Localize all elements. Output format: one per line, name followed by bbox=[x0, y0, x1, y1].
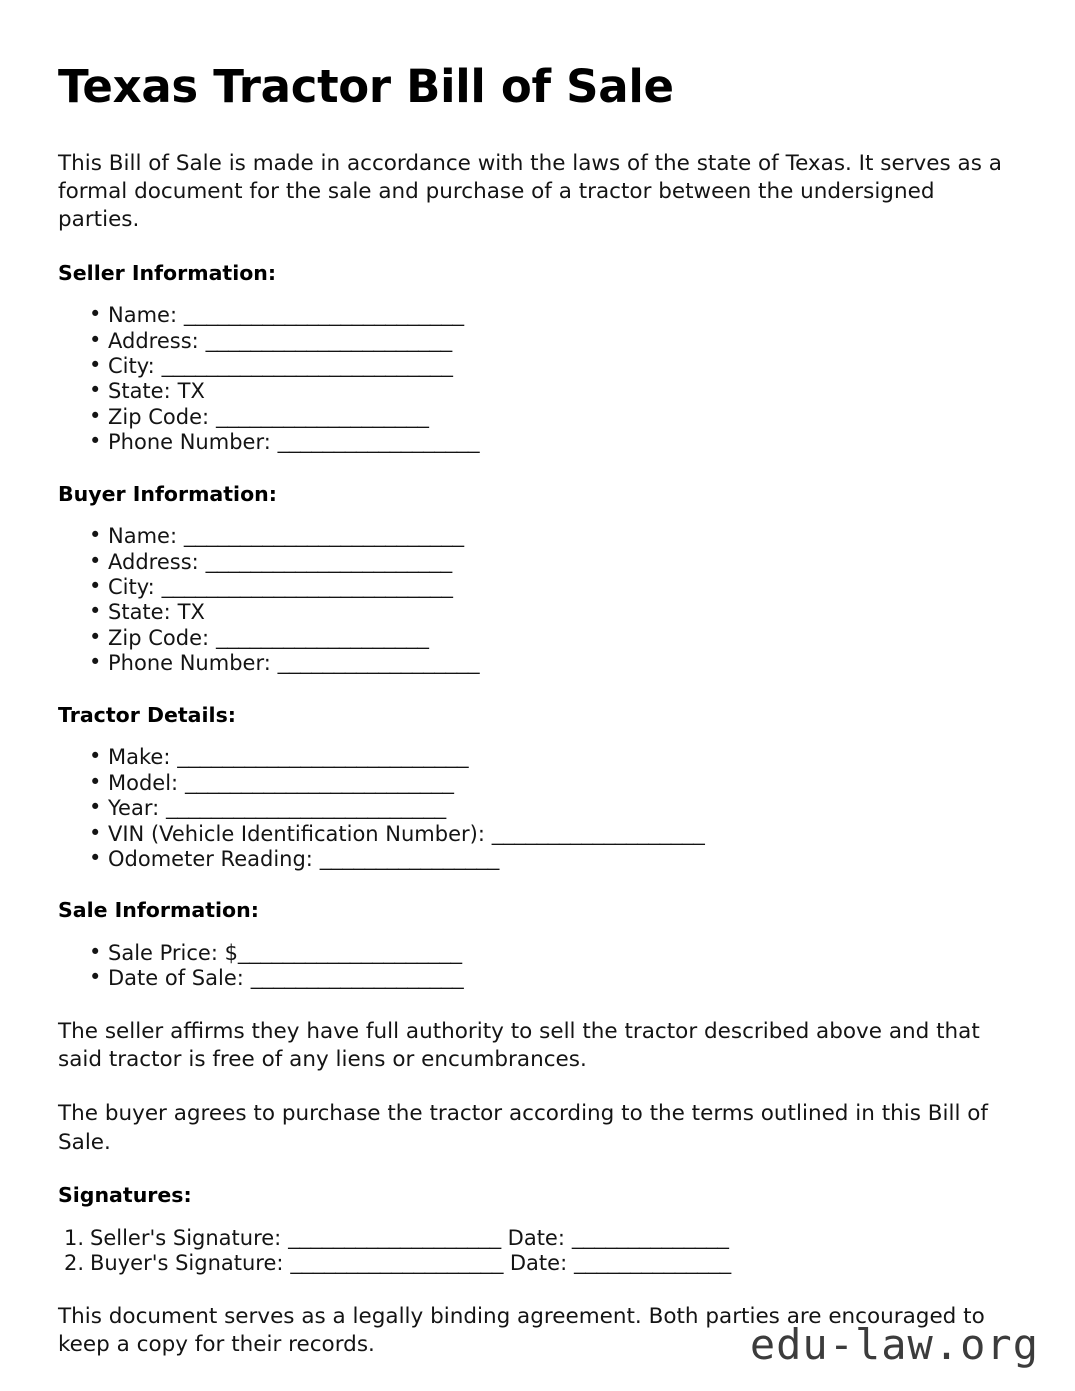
signatures-list bbox=[58, 1226, 1039, 1277]
field-blank[interactable]: ___________________ bbox=[216, 405, 429, 429]
field-blank[interactable]: __________________________ bbox=[161, 576, 453, 600]
sale-information-field-list bbox=[58, 941, 1039, 992]
seller-information-field-list bbox=[58, 303, 1039, 455]
field-buyer-state bbox=[108, 600, 1039, 625]
field-blank[interactable]: _________________________ bbox=[184, 525, 464, 549]
signatures-heading: Signatures: bbox=[58, 1183, 192, 1208]
field-buyer-address bbox=[108, 550, 1039, 575]
field-buyer-phone-number bbox=[108, 651, 1039, 676]
signature-blank[interactable]: ___________________ bbox=[288, 1226, 501, 1250]
date-blank[interactable]: ______________ bbox=[571, 1226, 729, 1250]
signature-label: Buyer's Signature: bbox=[90, 1251, 284, 1276]
field-seller-zip-code bbox=[108, 405, 1039, 430]
field-label: Year: bbox=[108, 796, 160, 821]
field-label: Name: bbox=[108, 303, 178, 328]
signature-row-buyer bbox=[90, 1251, 1039, 1277]
field-buyer-city bbox=[108, 575, 1039, 600]
field-tractor-odometer-reading bbox=[108, 847, 1039, 872]
field-tractor-make bbox=[108, 745, 1039, 770]
field-label: Address: bbox=[108, 549, 199, 574]
date-blank[interactable]: ______________ bbox=[574, 1252, 731, 1276]
field-label: Zip Code: bbox=[108, 625, 210, 650]
sale-information-heading: Sale Information: bbox=[58, 898, 259, 923]
field-blank[interactable]: _________________________ bbox=[184, 304, 464, 328]
field-label: Phone Number: bbox=[108, 651, 271, 676]
closing-paragraph: This document serves as a legally binding agreement. Both parties are encouraged to keep a copy for their records. bbox=[58, 1304, 985, 1358]
field-label: Phone Number: bbox=[108, 430, 271, 455]
field-blank[interactable]: _________________________ bbox=[166, 797, 446, 821]
field-seller-city bbox=[108, 354, 1039, 379]
intro-paragraph: This Bill of Sale is made in accordance with the laws of the state of Texas. It serves as a formal document for the sale and purchase of a tractor between the undersigned parties. bbox=[58, 150, 1002, 233]
buyer-information-field-list bbox=[58, 524, 1039, 676]
field-value: TX bbox=[177, 379, 205, 404]
field-seller-state bbox=[108, 379, 1039, 404]
field-tractor-vin bbox=[108, 822, 1039, 847]
field-blank[interactable]: ___________________ bbox=[216, 626, 429, 650]
buyer-information-heading: Buyer Information: bbox=[58, 481, 277, 506]
field-label: City: bbox=[108, 575, 155, 600]
field-date-of-sale bbox=[108, 966, 1039, 991]
field-label: VIN (Vehicle Identification Number): bbox=[108, 821, 485, 846]
field-blank[interactable]: __________________________ bbox=[177, 746, 469, 770]
field-label: Zip Code: bbox=[108, 404, 210, 429]
field-label: Make: bbox=[108, 745, 171, 770]
affirmation-paragraph: The seller affirms they have full authority to sell the tractor described above and that said tractor is free of any liens or encumbrances. bbox=[58, 1018, 980, 1073]
field-label: Address: bbox=[108, 328, 199, 353]
field-label: Date of Sale: bbox=[108, 966, 244, 991]
field-blank[interactable]: ___________________ bbox=[491, 822, 705, 846]
tractor-details-heading: Tractor Details: bbox=[58, 702, 236, 727]
field-sale-price bbox=[108, 941, 1039, 966]
signature-blank[interactable]: ___________________ bbox=[290, 1252, 503, 1276]
page-title: Texas Tractor Bill of Sale bbox=[58, 60, 674, 113]
field-label: City: bbox=[108, 354, 155, 379]
field-blank[interactable]: __________________ bbox=[277, 652, 480, 676]
field-blank[interactable]: ________________ bbox=[319, 847, 499, 871]
field-blank[interactable]: ______________________ bbox=[205, 329, 452, 353]
tractor-details-field-list bbox=[58, 745, 1039, 872]
field-seller-address bbox=[108, 329, 1039, 354]
field-label: Model: bbox=[108, 770, 179, 795]
field-blank[interactable]: ___________________ bbox=[250, 967, 464, 991]
field-blank[interactable]: __________________ bbox=[277, 431, 480, 455]
date-label: Date: bbox=[507, 1225, 565, 1250]
field-buyer-zip-code bbox=[108, 626, 1039, 651]
field-blank[interactable]: ________________________ bbox=[185, 771, 454, 795]
field-blank[interactable]: __________________________ bbox=[161, 355, 453, 379]
field-blank[interactable]: ____________________ bbox=[237, 941, 462, 965]
field-blank[interactable]: ______________________ bbox=[205, 550, 452, 574]
field-label: Sale Price: $ bbox=[108, 940, 238, 965]
signature-row-seller bbox=[90, 1226, 1039, 1252]
field-value: TX bbox=[177, 600, 205, 625]
seller-information-heading: Seller Information: bbox=[58, 260, 277, 285]
field-label: State: bbox=[108, 379, 171, 404]
field-seller-name bbox=[108, 303, 1039, 328]
footer-watermark: edu-law.org bbox=[749, 1320, 1039, 1369]
field-label: State: bbox=[108, 600, 171, 625]
field-buyer-name bbox=[108, 524, 1039, 549]
field-tractor-year bbox=[108, 796, 1039, 821]
field-label: Odometer Reading: bbox=[108, 846, 313, 871]
agreement-paragraph: The buyer agrees to purchase the tractor according to the terms outlined in this Bill of Sale. bbox=[58, 1101, 989, 1155]
field-tractor-model bbox=[108, 771, 1039, 796]
field-label: Name: bbox=[108, 524, 178, 549]
signature-label: Seller's Signature: bbox=[90, 1225, 282, 1250]
field-seller-phone-number bbox=[108, 430, 1039, 455]
date-label: Date: bbox=[509, 1251, 568, 1276]
